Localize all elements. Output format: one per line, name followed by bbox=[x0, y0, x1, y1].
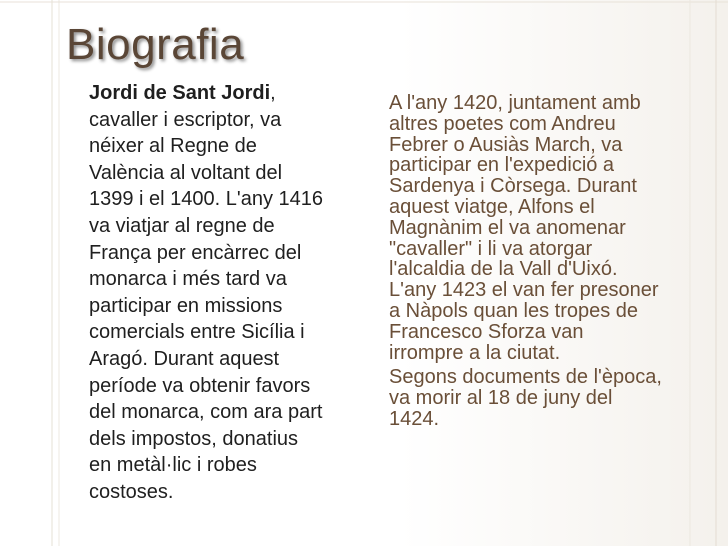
right-line: a Nàpols quan les tropes de bbox=[389, 299, 639, 322]
right-line: A l'any 1420, juntament amb bbox=[389, 92, 641, 114]
left-line: monarca i més tard va bbox=[89, 268, 287, 291]
right-paragraph-2 bbox=[389, 367, 723, 429]
left-line: dels impostos, donatius bbox=[89, 427, 299, 450]
right-line: L'any 1423 el van fer presoner bbox=[389, 279, 659, 302]
left-line: València al voltant del bbox=[89, 161, 283, 184]
right-line: aquest viatge, Alfons el bbox=[389, 195, 595, 218]
left-line: participar en missions bbox=[89, 294, 283, 317]
left-line: va viatjar al regne de bbox=[89, 214, 275, 237]
right-line: irrompre a la ciutat. bbox=[389, 341, 561, 364]
left-line: , bbox=[270, 82, 276, 104]
left-line: Aragó. Durant aquest bbox=[89, 347, 280, 370]
right-line: Segons documents de l'època, bbox=[389, 366, 662, 389]
left-column bbox=[89, 80, 379, 506]
person-name: Jordi de Sant Jordi bbox=[89, 82, 271, 104]
right-line: Magnànim el va anomenar bbox=[389, 216, 626, 239]
left-line: comercials entre Sicília i bbox=[89, 321, 305, 344]
left-line: costoses. bbox=[89, 480, 174, 503]
right-paragraph-1 bbox=[389, 93, 723, 363]
left-line: del monarca, com ara part bbox=[89, 401, 323, 424]
right-line: Francesco Sforza van bbox=[389, 320, 584, 343]
left-line: 1399 i el 1400. L'any 1416 bbox=[89, 188, 324, 211]
right-column bbox=[389, 93, 723, 430]
left-line: en metàl·lic i robes bbox=[89, 454, 257, 477]
right-line: 1424. bbox=[389, 407, 440, 430]
left-line: França per encàrrec del bbox=[89, 241, 302, 264]
right-line: va morir al 18 de juny del bbox=[389, 387, 613, 410]
right-line: l'alcaldia de la Vall d'Uixó. bbox=[389, 258, 618, 281]
left-line: néixer al Regne de bbox=[89, 135, 257, 158]
left-line: cavaller i escriptor, va bbox=[89, 108, 282, 131]
left-paragraph bbox=[89, 80, 379, 506]
right-line: altres poetes com Andreu bbox=[389, 112, 616, 135]
right-line: "cavaller" i li va atorgar bbox=[389, 237, 593, 260]
left-line: període va obtenir favors bbox=[89, 374, 311, 397]
right-line: participar en l'expedició a bbox=[389, 154, 615, 177]
slide-title: Biografia bbox=[66, 20, 245, 69]
right-line: Sardenya i Còrsega. Durant bbox=[389, 175, 637, 198]
right-line: Febrer o Ausiàs March, va bbox=[389, 133, 623, 156]
